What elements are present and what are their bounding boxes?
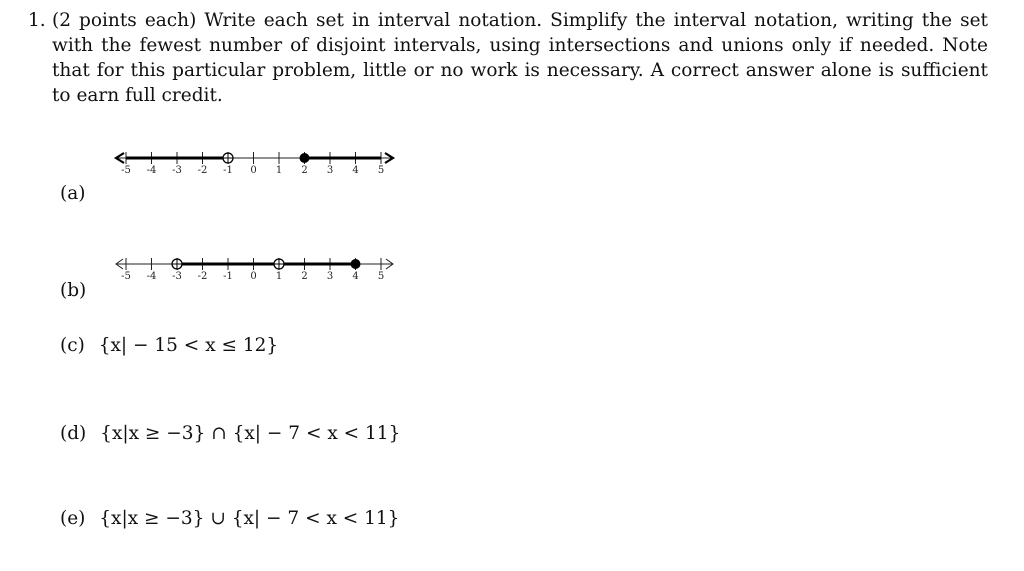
tick-label: 4 <box>352 271 359 282</box>
tick-label: -1 <box>223 271 233 282</box>
part-a-label: (a) <box>60 183 86 204</box>
tick-label: -1 <box>223 165 233 176</box>
problem-instructions: (2 points each) Write each set in interval notation. Simplify the interval notation, writing the set with the fewest number of disjoint intervals, using intersections and unions only if needed. Note that for this particular problem, little or no work is necessary. A correct answer alone is sufficient to earn full credit. <box>52 10 988 106</box>
part-e-expression: {x|x ≥ −3} ∪ {x| − 7 < x < 11} <box>99 508 400 529</box>
tick-label: 3 <box>326 165 334 176</box>
part-e-label: (e) <box>60 508 86 529</box>
number-line-a <box>108 146 408 178</box>
part-d <box>60 423 400 444</box>
tick-label: -5 <box>121 165 131 176</box>
tick-label: -4 <box>146 271 157 282</box>
part-c-label: (c) <box>60 335 85 356</box>
tick-label: 0 <box>250 271 257 282</box>
part-e <box>60 508 399 529</box>
problem-1 <box>28 8 988 108</box>
tick-label: 0 <box>250 165 257 176</box>
tick-label: 1 <box>275 271 283 282</box>
tick-label: 5 <box>377 271 385 282</box>
tick-label: -3 <box>172 165 182 176</box>
tick-label: 2 <box>301 165 308 176</box>
tick-label: -2 <box>197 165 208 176</box>
part-d-label: (d) <box>60 423 87 444</box>
tick-label: 2 <box>301 271 308 282</box>
tick-label: -2 <box>197 271 208 282</box>
problem-number: 1. <box>28 10 46 31</box>
tick-label: 1 <box>275 165 283 176</box>
tick-label: -4 <box>146 165 157 176</box>
tick-label: -5 <box>121 271 131 282</box>
tick-label: 4 <box>352 165 359 176</box>
part-d-expression: {x|x ≥ −3} ∩ {x| − 7 < x < 11} <box>100 423 401 444</box>
tick-label: 3 <box>326 271 334 282</box>
part-c <box>60 335 278 356</box>
part-b-label: (b) <box>60 280 87 301</box>
tick-label: -3 <box>172 271 182 282</box>
part-c-expression: {x| − 15 < x ≤ 12} <box>98 335 279 356</box>
closed-endpoint <box>300 153 310 163</box>
number-line-b <box>108 252 408 284</box>
closed-endpoint <box>351 259 361 269</box>
tick-label: 5 <box>377 165 385 176</box>
